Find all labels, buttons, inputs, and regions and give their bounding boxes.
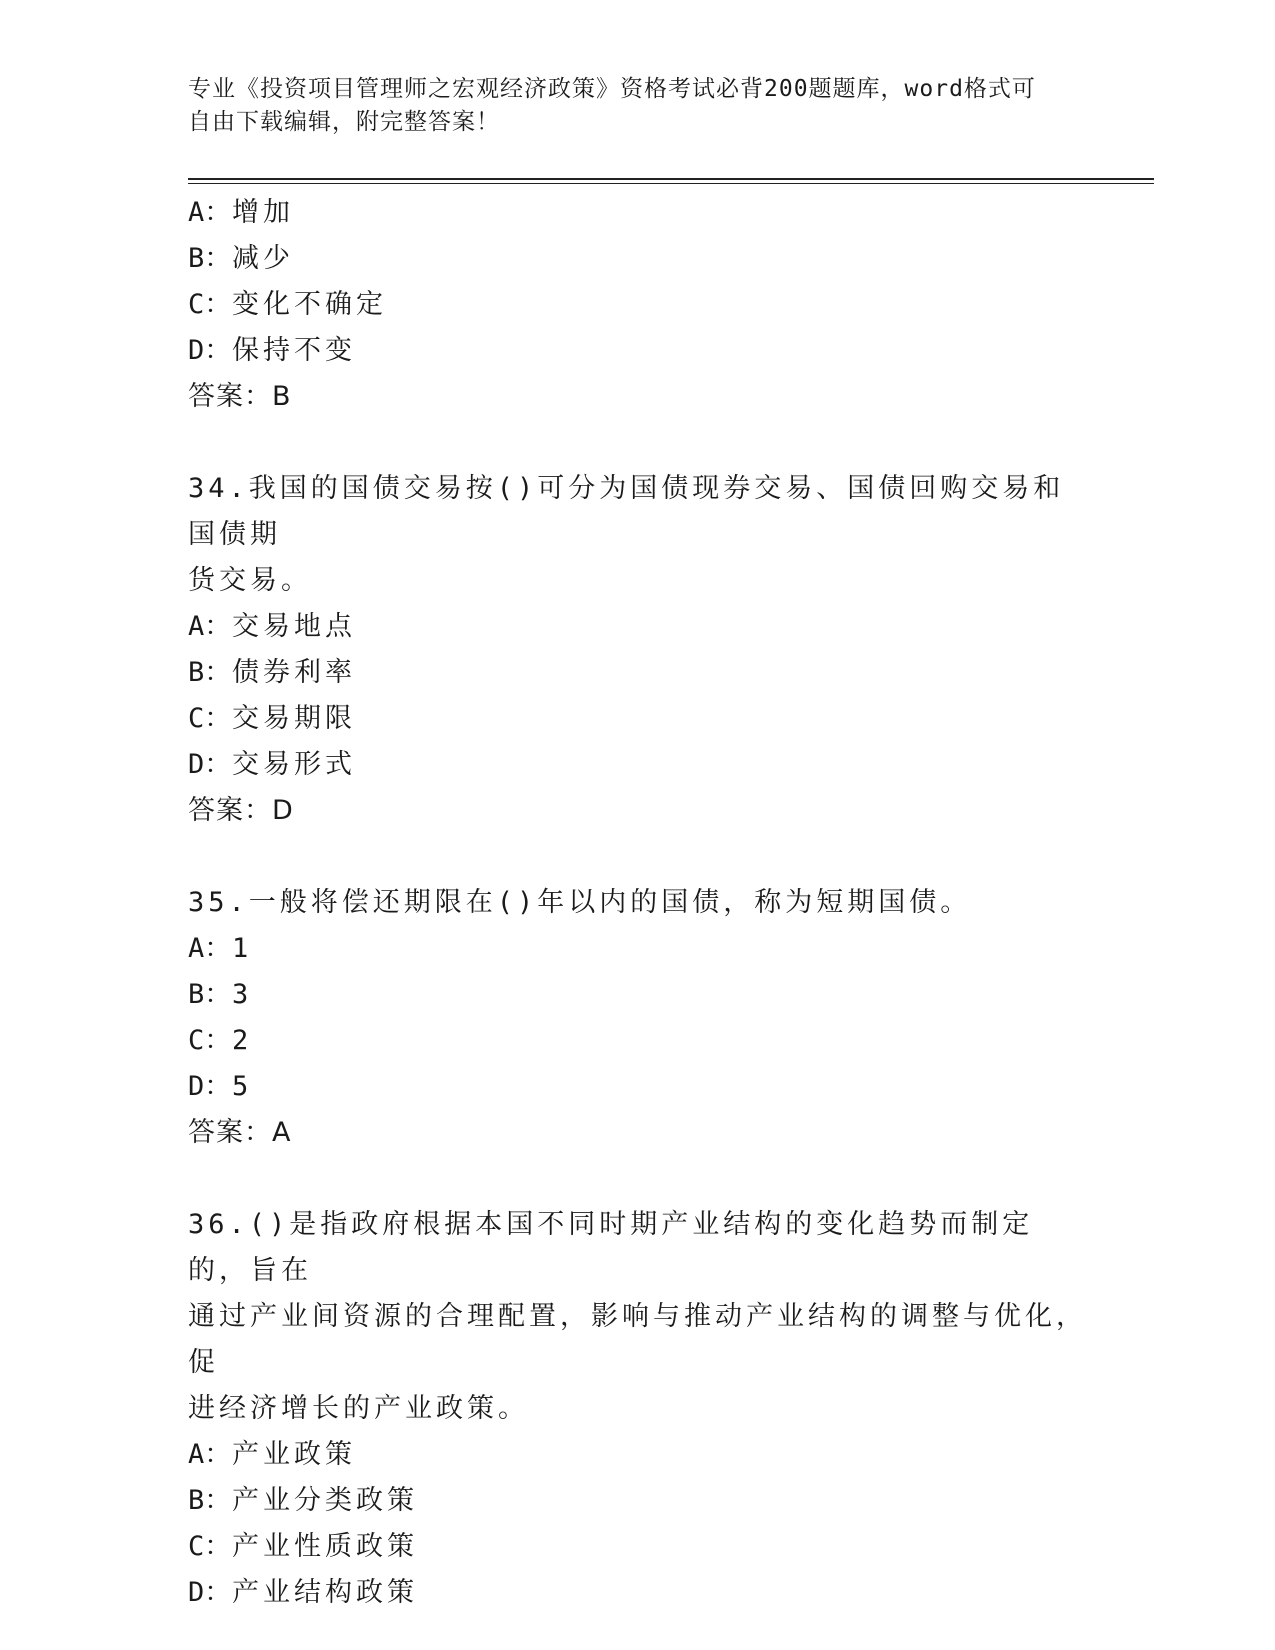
option-text: 1 <box>232 933 253 964</box>
question-stem-line-1: 34.我国的国债交易按()可分为国债现券交易、国债回购交易和国债期 <box>188 473 1065 550</box>
header-line-2: 自由下载编辑，附完整答案！ <box>188 109 500 135</box>
option-label: C： <box>188 1025 232 1056</box>
option-label: B： <box>188 657 232 688</box>
option-c <box>188 282 1088 328</box>
option-c <box>188 1018 1088 1064</box>
option-text: 产业政策 <box>232 1439 356 1470</box>
option-d <box>188 1064 1088 1110</box>
option-b <box>188 972 1088 1018</box>
question-36 <box>188 1202 1088 1616</box>
question-stem-line-1: 35.一般将偿还期限在()年以内的国债，称为短期国债。 <box>188 887 972 918</box>
question-content <box>188 190 1088 1616</box>
option-label: A： <box>188 933 232 964</box>
option-label: D： <box>188 1577 232 1608</box>
option-text: 增加 <box>232 197 294 228</box>
option-text: 2 <box>232 1025 253 1056</box>
option-text: 产业性质政策 <box>232 1531 418 1562</box>
option-a <box>188 604 1088 650</box>
option-a <box>188 926 1088 972</box>
option-a <box>188 190 1088 236</box>
question-stem-line-2: 通过产业间资源的合理配置，影响与推动产业结构的调整与优化，促 <box>188 1301 1087 1378</box>
option-label: C： <box>188 703 232 734</box>
option-text: 保持不变 <box>232 335 356 366</box>
option-text: 产业分类政策 <box>232 1485 418 1516</box>
document-header <box>188 73 1088 139</box>
header-line-1: 专业《投资项目管理师之宏观经济政策》资格考试必背200题题库，word格式可 <box>188 76 1036 102</box>
option-b <box>188 1478 1088 1524</box>
question-35 <box>188 880 1088 1156</box>
option-c <box>188 1524 1088 1570</box>
option-c <box>188 696 1088 742</box>
option-text: 减少 <box>232 243 294 274</box>
option-text: 交易形式 <box>232 749 356 780</box>
header-divider <box>188 178 1154 180</box>
question-stem-line-2: 货交易。 <box>188 565 312 596</box>
spacer <box>188 420 1088 466</box>
option-d <box>188 742 1088 788</box>
option-label: A： <box>188 1439 232 1470</box>
spacer <box>188 834 1088 880</box>
option-label: B： <box>188 979 232 1010</box>
option-text: 交易地点 <box>232 611 356 642</box>
question-stem-line-1: 36.()是指政府根据本国不同时期产业结构的变化趋势而制定的，旨在 <box>188 1209 1034 1286</box>
question-34 <box>188 466 1088 834</box>
answer-line: 答案：B <box>188 381 292 412</box>
option-text: 变化不确定 <box>232 289 387 320</box>
option-label: A： <box>188 611 232 642</box>
option-d <box>188 328 1088 374</box>
option-label: D： <box>188 335 232 366</box>
option-text: 3 <box>232 979 253 1010</box>
option-label: B： <box>188 243 232 274</box>
option-label: D： <box>188 1071 232 1102</box>
option-label: C： <box>188 289 232 320</box>
option-a <box>188 1432 1088 1478</box>
header-divider-thin <box>188 183 1154 184</box>
answer-line: 答案：A <box>188 1117 292 1148</box>
option-b <box>188 236 1088 282</box>
option-label: D： <box>188 749 232 780</box>
option-label: B： <box>188 1485 232 1516</box>
option-text: 债券利率 <box>232 657 356 688</box>
answer-line: 答案：D <box>188 795 294 826</box>
question-33 <box>188 190 1088 420</box>
option-text: 5 <box>232 1071 253 1102</box>
option-b <box>188 650 1088 696</box>
option-d <box>188 1570 1088 1616</box>
spacer <box>188 1156 1088 1202</box>
option-text: 产业结构政策 <box>232 1577 418 1608</box>
question-stem-line-3: 进经济增长的产业政策。 <box>188 1393 529 1424</box>
option-label: C： <box>188 1531 232 1562</box>
option-label: A： <box>188 197 232 228</box>
option-text: 交易期限 <box>232 703 356 734</box>
